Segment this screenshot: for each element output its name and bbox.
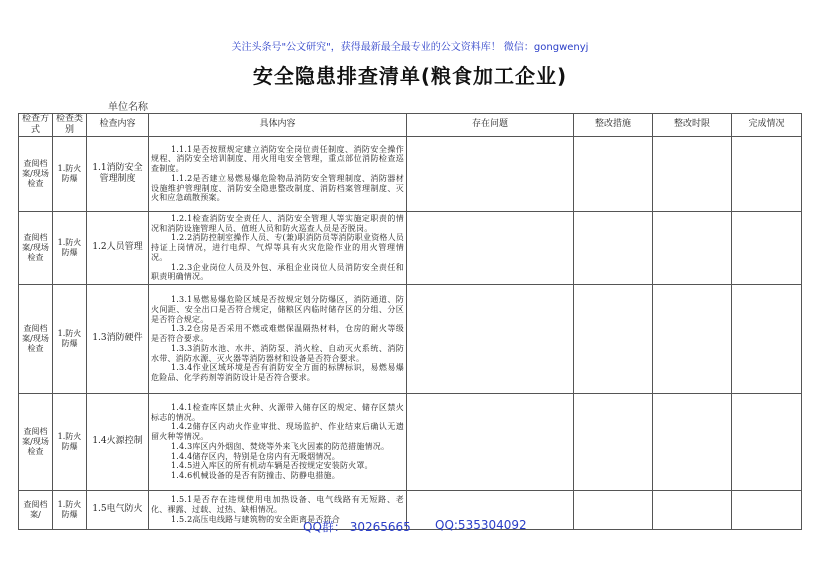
col-header-issues: 存在问题	[407, 114, 574, 137]
method-cell: 查阅档案/现场检查	[19, 393, 53, 490]
content-cell	[149, 393, 407, 490]
col-header-category: 检查类别	[53, 114, 87, 137]
content-paragraph: 1.1.1是否按照规定建立消防安全岗位责任制度、消防安全操作规程、消防安全培训制度、用火用电安全管理，重点部位消防检查巡查制度。	[151, 144, 404, 174]
category-cell: 1.防火防爆	[53, 211, 87, 284]
content-paragraph: 1.4.6机械设备的是否有防撞击、防静电措施。	[171, 471, 340, 481]
method-cell: 查阅档案/现场检查	[19, 211, 53, 284]
deadline-cell[interactable]	[653, 490, 732, 529]
issues-cell[interactable]	[407, 393, 574, 490]
deadline-cell[interactable]	[653, 284, 732, 393]
measures-cell[interactable]	[574, 211, 653, 284]
method-cell: 查阅档案/现场检查	[19, 136, 53, 211]
col-header-content: 具体内容	[149, 114, 407, 137]
content-paragraph: 1.3.2仓房是否采用不燃或难燃保温隔热材料，仓房的耐火等级是否符合要求。	[151, 324, 404, 344]
content-paragraph: 1.1.2是否建立易燃易爆危险物品消防安全管理制度、消防器材设施维护管理制度、消防安全隐患整改制度、消防档案管理制度、灭火和应急疏散预案。	[151, 173, 404, 203]
content-paragraph: 1.2.1检查消防安全责任人、消防安全管理人等实施定职责的情况和消防设施管理人员、值班人员和防火巡查人员是否脱岗。	[151, 213, 404, 233]
method-cell: 查阅档案/现场检查	[19, 284, 53, 393]
content-paragraph: 1.4.3库区内外烟囱、焚烧等外来飞火因素的防范措施情况。	[171, 441, 390, 451]
content-paragraph: 1.5.2高压电线路与建筑物的安全距离是否符合	[171, 514, 340, 524]
method-cell: 查阅档案/	[19, 490, 53, 529]
unit-name-label: 单位名称	[108, 102, 148, 113]
issues-cell[interactable]	[407, 136, 574, 211]
measures-cell[interactable]	[574, 490, 653, 529]
measures-cell[interactable]	[574, 284, 653, 393]
status-cell[interactable]	[732, 490, 802, 529]
measures-cell[interactable]	[574, 393, 653, 490]
content-paragraph: 1.4.4储存区内，特别是仓房内有无吸烟情况。	[171, 451, 340, 461]
table-row	[19, 211, 802, 284]
header-row	[19, 114, 802, 137]
content-paragraph: 1.4.2储存区内动火作业审批、现场监护、作业结束后确认无遗留火种等情况。	[151, 422, 404, 442]
status-cell[interactable]	[732, 284, 802, 393]
content-paragraph: 1.5.1是否存在违规使用电加热设备、电气线路有无短路、老化、裸露、过载、过热、缺相情况。	[151, 495, 404, 515]
deadline-cell[interactable]	[653, 393, 732, 490]
status-cell[interactable]	[732, 211, 802, 284]
item-cell: 1.3消防硬件	[87, 284, 149, 393]
category-cell: 1.防火防爆	[53, 284, 87, 393]
promo-note: 关注头条号"公文研究"，获得最新最全最专业的公文资料库！ 微信：gongwenyj	[231, 42, 589, 53]
measures-cell[interactable]	[574, 136, 653, 211]
item-cell: 1.1消防安全管理制度	[87, 136, 149, 211]
table-row	[19, 393, 802, 490]
content-paragraph: 1.3.1易燃易爆危险区域是否按规定划分防爆区，消防通道、防火间距、安全出口是否符合规定，储粮区内临时储存区的分组、分区是否符合规定。	[151, 295, 404, 324]
table-row	[19, 136, 802, 211]
col-header-method: 检查方式	[19, 114, 53, 137]
checklist-table	[18, 113, 802, 530]
content-paragraph: 1.2.3企业岗位人员及外包、承租企业岗位人员消防安全责任和职责明确情况。	[151, 262, 404, 282]
item-cell: 1.4火源控制	[87, 393, 149, 490]
qq-text: QQ:535304092	[435, 518, 527, 532]
item-cell: 1.2人员管理	[87, 211, 149, 284]
content-paragraph: 1.4.1检查库区禁止火种、火源带入储存区的规定、储存区禁火标志的情况。	[151, 402, 404, 422]
category-cell: 1.防火防爆	[53, 490, 87, 529]
content-cell	[149, 284, 407, 393]
category-cell: 1.防火防爆	[53, 136, 87, 211]
content-cell	[149, 211, 407, 284]
status-cell[interactable]	[732, 136, 802, 211]
col-header-status: 完成情况	[732, 114, 802, 137]
content-paragraph: 1.2.2消防控制室操作人员、专(兼)职消防员等消防职业资格人员持证上岗情况，进行电焊、气焊等具有火灾危险作业的用火管理情况。	[151, 233, 404, 262]
status-cell[interactable]	[732, 393, 802, 490]
col-header-measures: 整改措施	[574, 114, 653, 137]
issues-cell[interactable]	[407, 284, 574, 393]
content-cell	[149, 136, 407, 211]
page-title: 安全隐患排查清单(粮食加工企业)	[252, 64, 568, 88]
col-header-deadline: 整改时限	[653, 114, 732, 137]
category-cell: 1.防火防爆	[53, 393, 87, 490]
deadline-cell[interactable]	[653, 211, 732, 284]
col-header-item: 检查内容	[87, 114, 149, 137]
item-cell: 1.5电气防火	[87, 490, 149, 529]
content-paragraph: 1.4.5进入库区的所有机动车辆是否按规定安装防火罩。	[171, 461, 373, 471]
deadline-cell[interactable]	[653, 136, 732, 211]
qq-group-text: QQ群： 30265665	[303, 520, 411, 534]
table-row	[19, 284, 802, 393]
content-paragraph: 1.3.3消防水池、水井、消防泵、消火栓、自动灭火系统、消防水带、消防水源、灭火器等消防器材和设备是否符合要求。	[151, 343, 404, 363]
issues-cell[interactable]	[407, 211, 574, 284]
content-paragraph: 1.3.4作业区域环境是否有消防安全方面的标牌标识，易燃易爆危险品、化学药剂等消防设计是否符合要求。	[151, 363, 404, 383]
